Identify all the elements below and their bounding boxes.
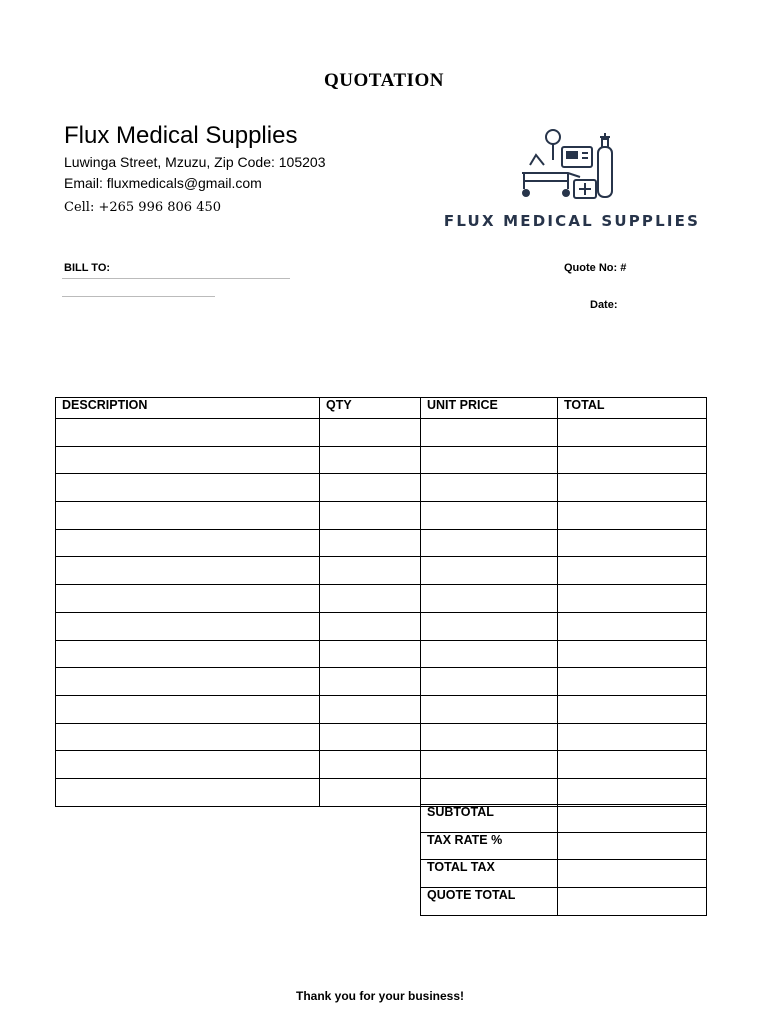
date-label: Date: [590,299,618,311]
subtotal-value[interactable] [558,805,707,833]
bill-to-line[interactable] [62,278,290,279]
unit-price-cell[interactable] [421,612,558,640]
total-cell[interactable] [558,751,707,779]
qty-cell[interactable] [320,695,421,723]
company-name: Flux Medical Supplies [64,122,298,149]
quote-total-row [421,888,707,916]
unit-price-cell[interactable] [421,668,558,696]
qty-cell[interactable] [320,723,421,751]
table-row [56,668,707,696]
table-row [56,640,707,668]
description-cell[interactable] [56,502,320,530]
logo-text: FLUX MEDICAL SUPPLIES [443,212,701,230]
description-cell[interactable] [56,612,320,640]
tax-rate-row [421,832,707,860]
table-header-row [56,398,707,419]
header-description: DESCRIPTION [56,398,320,419]
total-cell[interactable] [558,557,707,585]
company-address: Luwinga Street, Mzuzu, Zip Code: 105203 [64,154,326,170]
qty-cell[interactable] [320,557,421,585]
company-email: Email: fluxmedicals@gmail.com [64,175,262,191]
unit-price-cell[interactable] [421,446,558,474]
qty-cell[interactable] [320,474,421,502]
table-row [56,502,707,530]
table-row [56,557,707,585]
unit-price-cell[interactable] [421,585,558,613]
total-cell[interactable] [558,585,707,613]
bill-to-label: BILL TO: [64,262,111,274]
document-title: QUOTATION [324,70,444,91]
header-unit-price: UNIT PRICE [421,398,558,419]
totals-table [420,804,707,916]
unit-price-cell[interactable] [421,502,558,530]
unit-price-cell[interactable] [421,419,558,447]
quote-number-label: Quote No: # [564,262,627,274]
qty-cell[interactable] [320,419,421,447]
subtotal-row [421,805,707,833]
description-cell[interactable] [56,668,320,696]
table-row [56,419,707,447]
table-row [56,778,707,806]
total-cell[interactable] [558,474,707,502]
medical-equipment-icon [522,130,612,198]
quote-total-label: QUOTE TOTAL [421,888,558,916]
total-tax-row [421,860,707,888]
tax-rate-label: TAX RATE % [421,832,558,860]
unit-price-cell[interactable] [421,529,558,557]
total-cell[interactable] [558,446,707,474]
total-cell[interactable] [558,640,707,668]
subtotal-label: SUBTOTAL [421,805,558,833]
table-row [56,529,707,557]
unit-price-cell[interactable] [421,778,558,806]
table-row [56,585,707,613]
total-cell[interactable] [558,778,707,806]
description-cell[interactable] [56,778,320,806]
total-cell[interactable] [558,723,707,751]
description-cell[interactable] [56,446,320,474]
qty-cell[interactable] [320,529,421,557]
description-cell[interactable] [56,419,320,447]
table-row [56,446,707,474]
description-cell[interactable] [56,723,320,751]
total-tax-label: TOTAL TAX [421,860,558,888]
description-cell[interactable] [56,557,320,585]
qty-cell[interactable] [320,751,421,779]
total-cell[interactable] [558,502,707,530]
description-cell[interactable] [56,474,320,502]
description-cell[interactable] [56,640,320,668]
description-cell[interactable] [56,751,320,779]
footer-message: Thank you for your business! [295,989,465,1003]
unit-price-cell[interactable] [421,640,558,668]
header-qty: QTY [320,398,421,419]
table-row [56,751,707,779]
total-cell[interactable] [558,668,707,696]
total-cell[interactable] [558,529,707,557]
total-cell[interactable] [558,419,707,447]
qty-cell[interactable] [320,585,421,613]
unit-price-cell[interactable] [421,695,558,723]
unit-price-cell[interactable] [421,557,558,585]
table-row [56,723,707,751]
table-row [56,474,707,502]
unit-price-cell[interactable] [421,474,558,502]
qty-cell[interactable] [320,778,421,806]
description-cell[interactable] [56,529,320,557]
total-cell[interactable] [558,695,707,723]
company-cell: Cell: +265 996 806 450 [64,200,222,215]
description-cell[interactable] [56,695,320,723]
unit-price-cell[interactable] [421,751,558,779]
bill-to-line-2[interactable] [62,296,215,297]
qty-cell[interactable] [320,502,421,530]
qty-cell[interactable] [320,612,421,640]
table-row [56,695,707,723]
total-cell[interactable] [558,612,707,640]
total-tax-value[interactable] [558,860,707,888]
quote-total-value[interactable] [558,888,707,916]
description-cell[interactable] [56,585,320,613]
tax-rate-value[interactable] [558,832,707,860]
qty-cell[interactable] [320,640,421,668]
qty-cell[interactable] [320,668,421,696]
qty-cell[interactable] [320,446,421,474]
header-total: TOTAL [558,398,707,419]
items-table [55,397,707,807]
table-row [56,612,707,640]
unit-price-cell[interactable] [421,723,558,751]
